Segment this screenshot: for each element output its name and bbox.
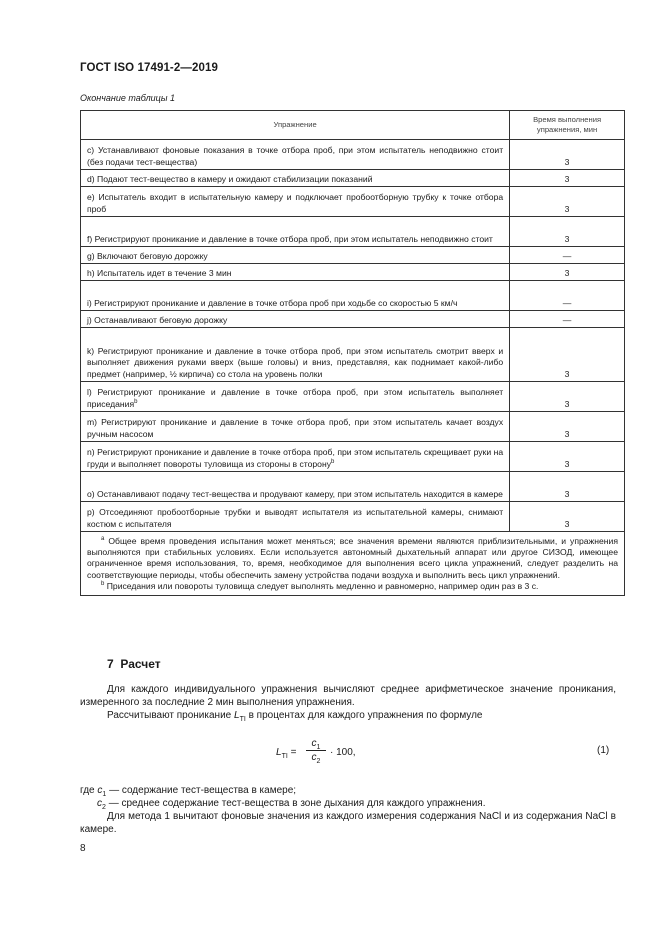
exercise-cell xyxy=(81,140,510,170)
exercise-cell xyxy=(81,442,510,472)
exercise-cell xyxy=(81,187,510,217)
table-row xyxy=(81,328,625,382)
exercise-text: n) Регистрируют проникание и давление в точке отбора проб, при этом испытатель скрещивает руки на груди и выполняет повороты туловища из стороны в сторону xyxy=(87,447,504,469)
column-header-exercise: Упражнение xyxy=(81,111,510,140)
paragraph-method1: Для метода 1 вычитают фоновые значения из каждого измерения содержания NaCl и из содержания NaCl в камере. xyxy=(80,811,616,835)
table-row xyxy=(81,442,625,472)
exercise-cell xyxy=(81,170,510,187)
exercise-table xyxy=(80,110,625,596)
table-row xyxy=(81,247,625,264)
table-row xyxy=(81,170,625,187)
time-cell: 3 xyxy=(510,264,625,281)
formula-numerator: $c_1$ xyxy=(311,738,321,751)
exercise-cell xyxy=(81,217,510,247)
table-row xyxy=(81,502,625,532)
table-row xyxy=(81,264,625,281)
exercise-cell xyxy=(81,264,510,281)
exercise-text: l) Регистрируют проникание и давление в точке отбора проб, при этом испытатель выполняет приседания xyxy=(87,387,504,409)
exercise-cell xyxy=(81,382,510,412)
definition-c1: где $c_1$ — содержание тест-вещества в камере; xyxy=(80,785,297,798)
table-row xyxy=(81,187,625,217)
note-b: $^b$ Приседания или повороты туловища следует выполнять медленно и равномерно, например один раз в 3 с. xyxy=(101,580,539,591)
time-cell: 3 xyxy=(510,412,625,442)
exercise-text: f) Регистрируют проникание и давление в точке отбора проб, при этом испытатель неподвижно стоит xyxy=(87,233,493,244)
time-cell: 3 xyxy=(510,217,625,247)
exercise-cell xyxy=(81,328,510,382)
document-header: ГОСТ ISO 17491-2—2019 xyxy=(80,62,218,74)
time-cell: 3 xyxy=(510,472,625,502)
paragraph-mean: Для каждого индивидуального упражнения вычисляют среднее арифметическое значение проникания, измеренного за последние 2 мин выполнения упражнения. xyxy=(80,684,616,708)
exercise-cell xyxy=(81,502,510,532)
time-cell: — xyxy=(510,281,625,311)
section-heading xyxy=(107,657,161,671)
time-cell: 3 xyxy=(510,502,625,532)
exercise-cell xyxy=(81,472,510,502)
definition-c2: $c_2$ — среднее содержание тест-вещества в зоне дыхания для каждого упражнения. xyxy=(97,798,486,811)
time-cell: 3 xyxy=(510,140,625,170)
formula-lhs: $L_{TI}$ = xyxy=(276,747,297,760)
exercise-text: m) Регистрируют проникание и давление в точке отбора проб, при этом испытатель качает воздух ручным насосом xyxy=(87,417,504,439)
exercise-text: h) Испытатель идет в течение 3 мин xyxy=(87,267,232,278)
formula-number: (1) xyxy=(597,745,610,756)
time-cell: — xyxy=(510,247,625,264)
page-number: 8 xyxy=(80,843,86,854)
time-cell: 3 xyxy=(510,442,625,472)
table-row xyxy=(81,472,625,502)
exercise-text: c) Устанавливают фоновые показания в точке отбора проб, при этом испытатель неподвижно стоит (без подачи тест-вещества) xyxy=(87,145,504,167)
table-caption: Окончание таблицы 1 xyxy=(80,93,175,103)
table-row xyxy=(81,140,625,170)
time-cell: 3 xyxy=(510,170,625,187)
table-row xyxy=(81,311,625,328)
table-notes xyxy=(81,532,625,596)
exercise-cell xyxy=(81,311,510,328)
table-body xyxy=(81,140,625,532)
section-number: 7 xyxy=(107,657,114,671)
exercise-text: p) Отсоединяют пробоотборные трубки и выводят испытателя из испытательной камеры, снимают костюм с испытателя xyxy=(87,507,504,529)
time-cell: 3 xyxy=(510,187,625,217)
column-header-time: Время выполнения упражнения, мин xyxy=(510,111,625,140)
footnote-ref: b xyxy=(134,398,138,405)
exercise-text: i) Регистрируют проникание и давление в точке отбора проб при ходьбе со скоростью 5 км/ч xyxy=(87,297,458,308)
exercise-cell xyxy=(81,247,510,264)
time-cell: — xyxy=(510,311,625,328)
exercise-text: k) Регистрируют проникание и давление в точке отбора проб, при этом испытатель смотрит вверх и выполняет движения руками вверх (выше головы) и вниз, представляя, как поднимает какой-либо предмет (например, ½ кирпича) со стола на уровень полки xyxy=(87,346,504,379)
table-row xyxy=(81,412,625,442)
exercise-cell xyxy=(81,412,510,442)
table-row xyxy=(81,382,625,412)
exercise-text: j) Останавливают беговую дорожку xyxy=(87,314,228,325)
exercise-cell xyxy=(81,281,510,311)
table-row xyxy=(81,281,625,311)
exercise-text: e) Испытатель входит в испытательную камеру и подключает пробоотборную трубку к точке отбора проб xyxy=(87,192,504,214)
section-title: Расчет xyxy=(120,657,161,671)
formula-rhs: · 100, xyxy=(330,747,356,758)
note-a: $^a$ Общее время проведения испытания может меняться; все значения времени являются приблизительными, и упражнения выполняются при стабильных условиях. Если используется автономный дыхательный аппарат или другое СИЗОД, имеющее ограниченное время использования, то, время, необходимое для выполнения всего цикла упражнений, следует разделить на соответствующие периоды, чтобы обеспечить замену устройства подачи воздуха и выполнить весь цикл упражнений. xyxy=(87,536,619,580)
exercise-text: d) Подают тест-вещество в камеру и ожидают стабилизации показаний xyxy=(87,173,373,184)
paragraph-penetration: Рассчитывают проникание $L_{TI}$ в процентах для каждого упражнения по формуле xyxy=(107,710,483,723)
formula-denominator: $c_2$ xyxy=(311,752,321,765)
exercise-text: o) Останавливают подачу тест-вещества и продувают камеру, при этом испытатель находится в камере xyxy=(87,488,503,499)
formula-fraction xyxy=(306,738,326,763)
time-cell: 3 xyxy=(510,382,625,412)
footnote-ref: b xyxy=(331,458,335,465)
time-cell: 3 xyxy=(510,328,625,382)
exercise-text: g) Включают беговую дорожку xyxy=(87,250,208,261)
table-row xyxy=(81,217,625,247)
